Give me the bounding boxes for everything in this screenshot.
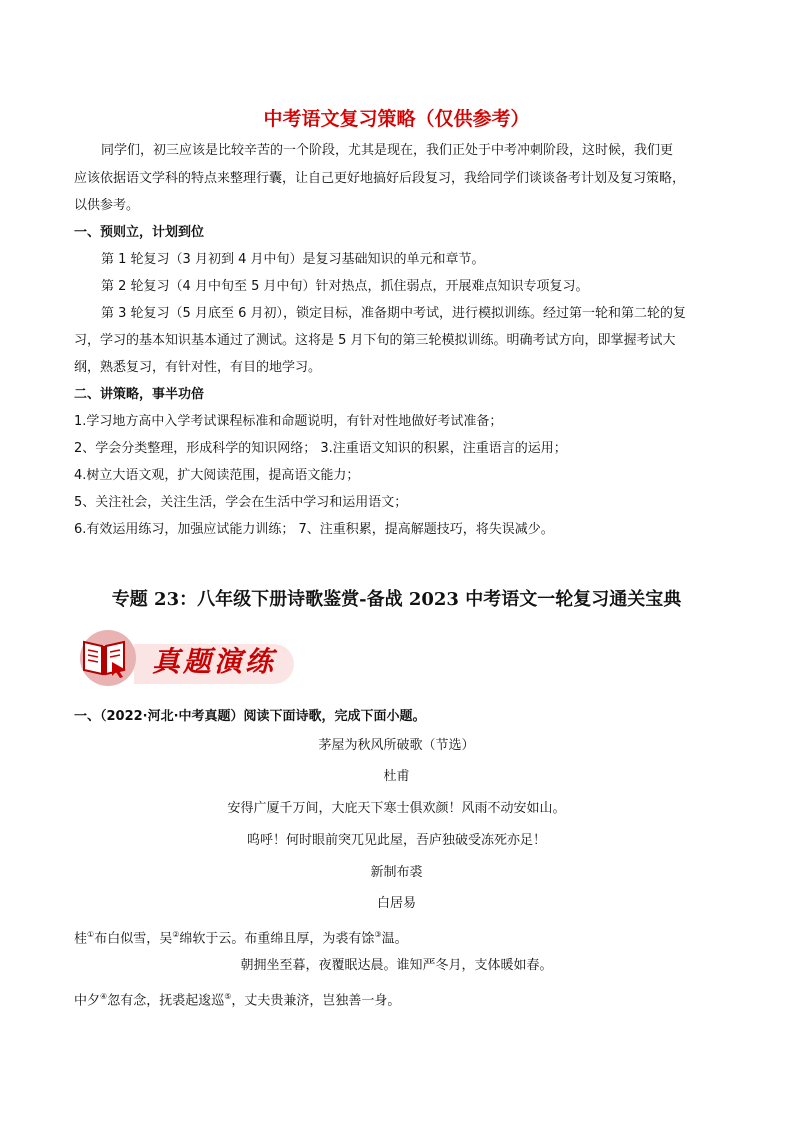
topic-heading: 专题 23：八年级下册诗歌鉴赏-备战 2023 中考语文一轮复习通关宝典: [111, 589, 682, 610]
poem1-line-1: 安得广厦千万间，大庇天下寒士俱欢颜！风雨不动安如山。: [227, 801, 566, 816]
round3-line-2: 习，学习的基本知识基本通过了测试。这将是 5 月下旬的第三轮模拟训练。明确考试方向，即掌握考试大: [74, 333, 676, 348]
poem2-line1-part-a: 桂: [74, 931, 88, 947]
section2-heading: 二、讲策略，事半功倍: [74, 387, 205, 402]
section1-heading: 一、预则立，计划到位: [74, 225, 205, 240]
poem1-line-2: 呜呼！何时眼前突兀见此屋，吾庐独破受冻死亦足！: [246, 833, 546, 848]
section-banner: [74, 626, 294, 690]
poem2-line-3: [74, 988, 400, 1010]
poem2-line1-part-b: 布白似雪，吴: [94, 931, 173, 947]
poem2-line3-part-a: 中夕: [74, 993, 101, 1009]
footnote-marker-1: ①: [87, 930, 95, 939]
book-icon: [78, 636, 130, 678]
round2-text: 第 2 轮复习（4 月中旬至 5 月中旬）针对热点，抓住弱点，开展难点知识专项复习。: [101, 279, 589, 294]
intro-line-2: 应该依据语文学科的特点来整理行囊，让自己更好地搞好后段复习，我给同学们谈谈备考计划及复习策略，: [74, 171, 686, 186]
strategy-item-4: 5、关注社会，关注生活，学会在生活中学习和运用语文；: [74, 495, 408, 510]
strategy-item-2: 2、学会分类整理，形成科学的知识网络； 3.注重语文知识的积累，注重语言的运用；: [74, 441, 567, 456]
poem2-line1-part-d: 温。: [381, 931, 408, 947]
poem2-line-2: 朝拥坐至暮，夜覆眠达晨。谁知严冬月，支体暖如春。: [240, 958, 553, 973]
footnote-marker-2: ②: [172, 930, 180, 939]
poem2-line-1: [74, 926, 408, 948]
poem2-line3-part-c: ，丈夫贵兼济，岂独善一身。: [231, 993, 401, 1009]
strategy-item-5: 6.有效运用练习，加强应试能力训练； 7、注重积累，提高解题技巧，将失误减少。: [74, 522, 554, 537]
intro-line-3: 以供参考。: [74, 198, 140, 213]
round1-text: 第 1 轮复习（3 月初到 4 月中旬）是复习基础知识的单元和章节。: [101, 252, 485, 267]
footnote-marker-5: ⑤: [224, 992, 232, 1001]
footnote-marker-4: ④: [100, 992, 108, 1001]
strategy-item-1: 1.学习地方高中入学考试课程标准和命题说明，有针对性地做好考试准备；: [74, 414, 503, 429]
banner-label: 真题演练: [152, 645, 277, 678]
round3-line-1: 第 3 轮复习（5 月底至 6 月初），锁定目标，准备期中考试，进行模拟训练。经过第一轮和第二轮的复: [101, 306, 686, 321]
round3-line-3: 纲，熟悉复习，有针对性，有目的地学习。: [74, 360, 322, 375]
poem2-line3-part-b: 忽有念，抚裘起逡巡: [107, 993, 225, 1009]
poem2-line1-part-c: 绵软于云。布重绵且厚，为裘有馀: [179, 931, 375, 947]
page-title: 中考语文复习策略（仅供参考）: [263, 108, 530, 130]
intro-line-1: 同学们，初三应该是比较辛苦的一个阶段，尤其是现在，我们正处于中考冲刺阶段，这时候，我们更: [101, 143, 674, 158]
footnote-marker-3: ③: [374, 930, 382, 939]
poem2-title: 新制布裘: [370, 865, 423, 880]
poem1-title: 茅屋为秋风所破歌（节选）: [318, 738, 475, 753]
question-prompt: 一、（2022·河北·中考真题）阅读下面诗歌，完成下面小题。: [74, 709, 426, 724]
poem1-author: 杜甫: [383, 769, 410, 784]
strategy-item-3: 4.树立大语文观，扩大阅读范围，提高语文能力；: [74, 468, 360, 483]
poem2-author: 白居易: [376, 896, 416, 911]
